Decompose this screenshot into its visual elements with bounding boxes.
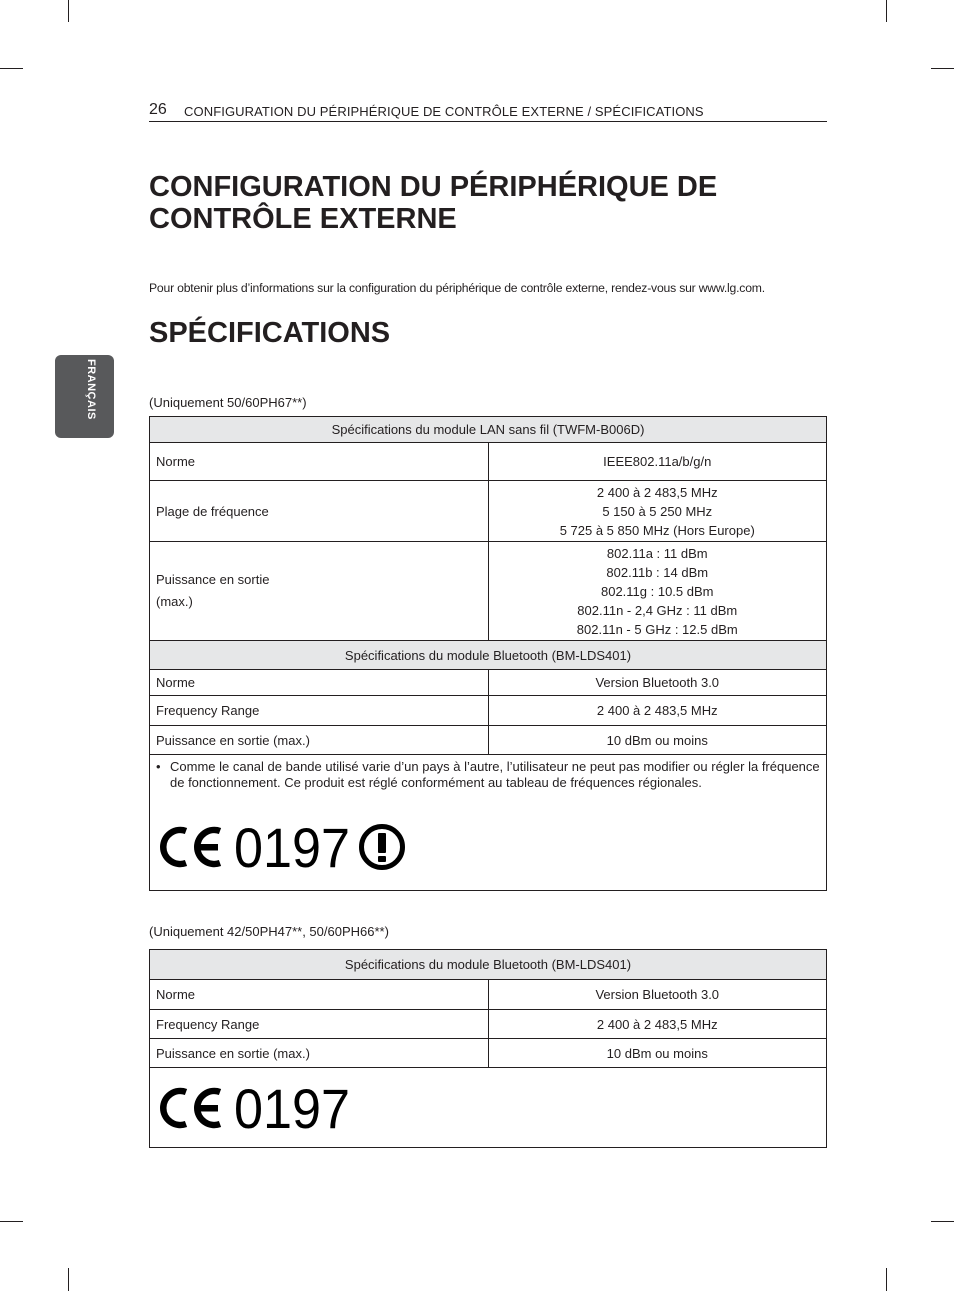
ce-number-text: 0197	[234, 1081, 350, 1134]
section-title-specifications: SPÉCIFICATIONS	[149, 317, 391, 349]
bluetooth-module-header: Spécifications du module Bluetooth (BM-LDS401)	[150, 950, 827, 980]
crop-mark	[0, 68, 23, 69]
table-row	[150, 755, 827, 891]
intro-text: Pour obtenir plus d’informations sur la configuration du périphérique de contrôle externe, rendez-vous sur www.lg.com.	[149, 281, 765, 295]
bluetooth-module-header: Spécifications du module Bluetooth (BM-LDS401)	[150, 641, 827, 670]
row-label: Puissance en sortie (max.)	[150, 1039, 489, 1068]
row-label: Plage de fréquence	[150, 481, 489, 542]
header-divider	[149, 121, 827, 122]
value-line: 802.11n - 5 GHz : 12.5 dBm	[576, 621, 738, 637]
row-value: 10 dBm ou moins	[488, 726, 827, 755]
bullet-note	[156, 759, 820, 791]
table-row	[150, 1010, 827, 1039]
section-title-external-control: CONFIGURATION DU PÉRIPHÉRIQUE DE CONTRÔLE EXTERNE	[149, 171, 718, 235]
wifi-module-header: Spécifications du module LAN sans fil (TWFM-B006D)	[150, 417, 827, 443]
language-tab-label: FRANÇAIS	[85, 359, 97, 420]
ce-mark-icon	[158, 823, 224, 871]
table-row	[150, 670, 827, 696]
bullet-text: Comme le canal de bande utilisé varie d’un pays à l’autre, l’utilisateur ne peut pas modifier ou régler la fréquence de fonctionnement. Ce produit est réglé conformément au tableau de fréquences régionales.	[170, 759, 820, 790]
value-line: 2 400 à 2 483,5 MHz	[596, 484, 718, 500]
row-value: 2 400 à 2 483,5 MHz	[488, 696, 827, 726]
row-value	[488, 542, 827, 641]
row-label: Norme	[150, 670, 489, 696]
value-line: 802.11n - 2,4 GHz : 11 dBm	[577, 602, 738, 618]
table-row	[150, 980, 827, 1010]
table-row	[150, 443, 827, 481]
crop-mark	[0, 1221, 23, 1222]
language-tab	[55, 355, 114, 438]
table-row	[150, 696, 827, 726]
row-value: IEEE802.11a/b/g/n	[488, 443, 827, 481]
spec-table-bt	[149, 949, 827, 1148]
row-value: 2 400 à 2 483,5 MHz	[488, 1010, 827, 1039]
crop-mark	[68, 1268, 69, 1291]
table-row	[150, 726, 827, 755]
bullet-icon: •	[156, 759, 161, 774]
row-value: Version Bluetooth 3.0	[488, 980, 827, 1010]
crop-mark	[931, 68, 954, 69]
table-row	[150, 542, 827, 641]
crop-mark	[68, 0, 69, 22]
ce-marking	[158, 1082, 820, 1134]
table-row	[150, 481, 827, 542]
table-row	[150, 1068, 827, 1148]
value-line: 802.11g : 10.5 dBm	[600, 583, 714, 599]
ce-marking	[158, 821, 820, 873]
table-row	[150, 641, 827, 670]
value-line: 5 725 à 5 850 MHz (Hors Europe)	[559, 522, 755, 538]
compliance-cell	[150, 1068, 827, 1148]
compliance-cell	[150, 755, 827, 891]
crop-mark	[931, 1221, 954, 1222]
table-row	[150, 950, 827, 980]
ce-notified-body-number	[234, 821, 352, 873]
row-label: Norme	[150, 443, 489, 481]
ce-notified-body-number	[234, 1082, 352, 1134]
label-line: Puissance en sortie	[156, 572, 270, 587]
table-row	[150, 417, 827, 443]
row-label: Puissance en sortie (max.)	[150, 726, 489, 755]
crop-mark	[886, 0, 887, 22]
label-line: (max.)	[156, 594, 193, 609]
row-label: Norme	[150, 980, 489, 1010]
ce-mark-icon	[158, 1084, 224, 1132]
running-title: CONFIGURATION DU PÉRIPHÉRIQUE DE CONTRÔLE EXTERNE / SPÉCIFICATIONS	[184, 104, 704, 119]
value-line: 802.11b : 14 dBm	[606, 564, 709, 580]
alert-mark-icon	[358, 823, 406, 871]
row-label	[150, 542, 489, 641]
crop-mark	[886, 1268, 887, 1291]
row-value	[488, 481, 827, 542]
row-value: 10 dBm ou moins	[488, 1039, 827, 1068]
value-line: 5 150 à 5 250 MHz	[602, 503, 713, 519]
row-label: Frequency Range	[150, 696, 489, 726]
page-number: 26	[149, 101, 167, 118]
row-label: Frequency Range	[150, 1010, 489, 1039]
row-value: Version Bluetooth 3.0	[488, 670, 827, 696]
model-note-1: (Uniquement 50/60PH67**)	[149, 395, 307, 410]
model-note-2: (Uniquement 42/50PH47**, 50/60PH66**)	[149, 924, 389, 939]
ce-number-text: 0197	[234, 821, 350, 873]
table-row	[150, 1039, 827, 1068]
spec-table-wifi-bt	[149, 416, 827, 891]
value-line: 802.11a : 11 dBm	[606, 545, 708, 561]
